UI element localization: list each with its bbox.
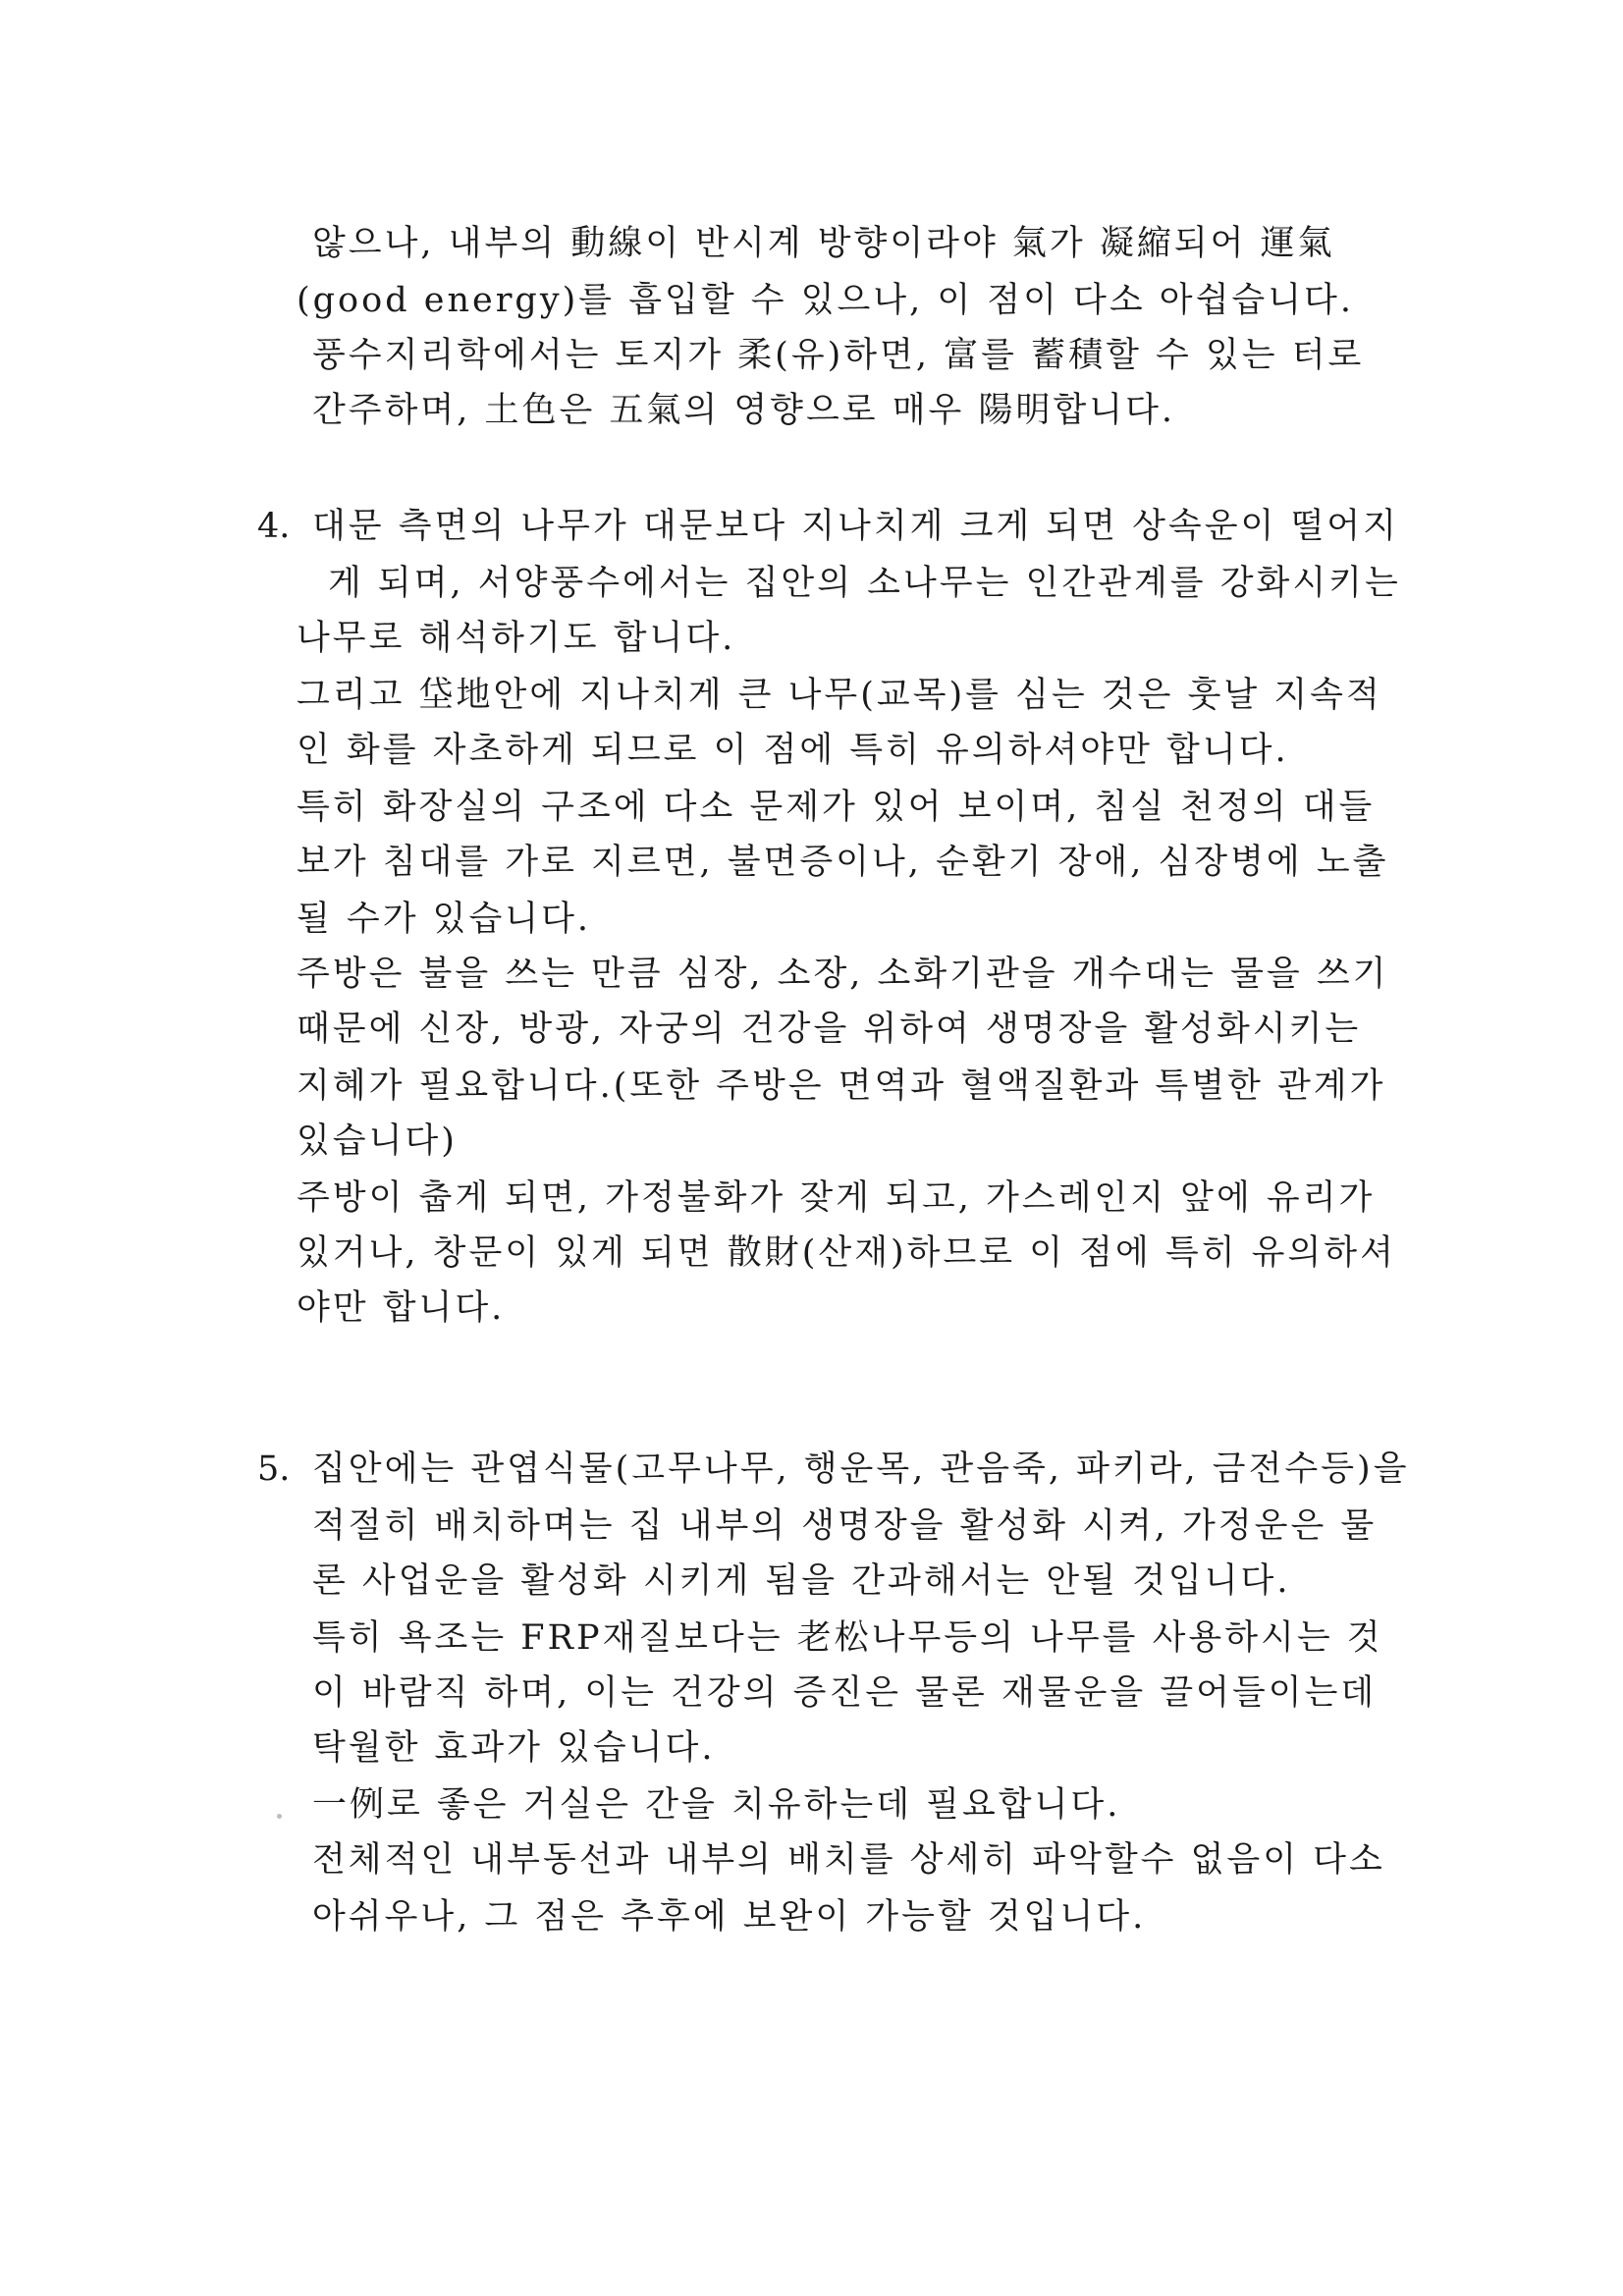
section-4-line: 대문 측면의 나무가 대문보다 지나치게 크게 되면 상속운이 떨어지 <box>312 507 1399 546</box>
section-4-line: 될 수가 있습니다. <box>297 900 592 939</box>
section-4-line: 있습니다) <box>297 1121 458 1161</box>
section-4-line: 그리고 垈地안에 지나치게 큰 나무(교목)를 심는 것은 훗날 지속적 <box>297 676 1382 715</box>
section-4-line: 야만 합니다. <box>297 1288 506 1328</box>
intro-line: 않으나, 내부의 動線이 반시계 방향이라야 氣가 凝縮되어 運氣 <box>312 224 1335 263</box>
section-4-line: 주방은 불을 쓰는 만큼 심장, 소장, 소화기관을 개수대는 물을 쓰기 <box>297 955 1389 994</box>
intro-line: 간주하며, 土色은 五氣의 영향으로 매우 陽明합니다. <box>312 391 1176 430</box>
section-4-line: 지혜가 필요합니다.(또한 주방은 면역과 혈액질환과 특별한 관계가 <box>297 1066 1386 1106</box>
section-4-number: 4. <box>257 507 291 546</box>
section-4-line: 나무로 해석하기도 합니다. <box>297 619 736 658</box>
section-5-line: 탁월한 효과가 있습니다. <box>312 1728 716 1768</box>
section-4-line: 주방이 춥게 되면, 가정불화가 잦게 되고, 가스레인지 앞에 유리가 <box>297 1178 1376 1218</box>
scan-speck <box>277 1814 282 1819</box>
section-4-line: 게 되며, 서양풍수에서는 집안의 소나무는 인간관계를 강화시키는 <box>328 564 1401 603</box>
section-5-line: 적절히 배치하며는 집 내부의 생명장을 활성화 시켜, 가정운은 물 <box>312 1506 1378 1546</box>
section-4-line: 있거나, 창문이 있게 되면 散財(산재)하므로 이 점에 특히 유의하셔 <box>297 1233 1396 1273</box>
section-5-line: 아쉬우나, 그 점은 추후에 보완이 가능할 것입니다. <box>312 1897 1147 1937</box>
section-4-line: 인 화를 자초하게 되므로 이 점에 특히 유의하셔야만 합니다. <box>297 731 1289 770</box>
section-5-line: 이 바람직 하며, 이는 건강의 증진은 물론 재물운을 끌어들이는데 <box>312 1673 1378 1713</box>
section-5-number: 5. <box>257 1449 291 1489</box>
section-5-line: 一例로 좋은 거실은 간을 치유하는데 필요합니다. <box>312 1785 1121 1825</box>
section-5-line: 전체적인 내부동선과 내부의 배치를 상세히 파악할수 없음이 다소 <box>312 1840 1385 1880</box>
section-5-line: 론 사업운을 활성화 시키게 됨을 간과해서는 안될 것입니다. <box>312 1561 1291 1601</box>
section-5-line: 집안에는 관엽식물(고무나무, 행운목, 관음죽, 파키라, 금전수등)을 <box>312 1449 1410 1489</box>
intro-line: (good energy)를 흡입할 수 있으나, 이 점이 다소 아쉽습니다. <box>297 281 1354 320</box>
section-4-line: 때문에 신장, 방광, 자궁의 건강을 위하여 생명장을 활성화시키는 <box>297 1010 1362 1049</box>
section-4-line: 보가 침대를 가로 지르면, 불면증이나, 순환기 장애, 심장병에 노출 <box>297 843 1389 882</box>
section-5-line: 특히 욕조는 FRP재질보다는 老松나무등의 나무를 사용하시는 것 <box>312 1618 1383 1658</box>
intro-line: 풍수지리학에서는 토지가 柔(유)하면, 富를 蓄積할 수 있는 터로 <box>312 336 1365 375</box>
section-4-line: 특히 화장실의 구조에 다소 문제가 있어 보이며, 침실 천정의 대들 <box>297 788 1376 827</box>
